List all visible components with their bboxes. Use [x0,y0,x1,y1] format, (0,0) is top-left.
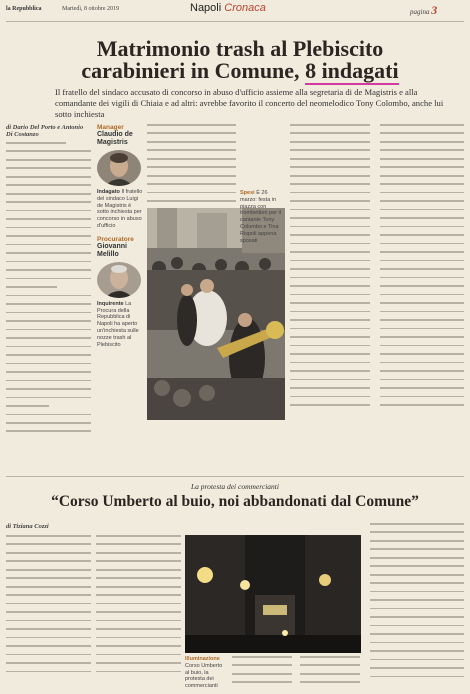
prosecutor-caption-title: Inquirente [97,300,124,307]
city-name: Napoli [190,2,222,14]
main-headline [50,38,430,82]
article-byline: di Dario Del Porto e Antonio Di Costanzo [6,124,84,138]
manager-label: Manager [97,124,124,131]
second-column-1 [6,535,91,685]
page-header [0,0,470,26]
column-1-text [6,142,91,442]
headline-line-2 [50,60,430,82]
page-number [410,3,437,18]
article-column-1 [6,124,91,138]
manager-caption-text: Il fratello del sindaco Luigi de Magistris è sotto inchiesta per concorso in abuso d'ufficio [97,189,143,229]
article-column-3 [290,124,370,424]
headline-highlight: 8 indagati [305,58,399,83]
street-caption-title: Illuminazione [185,656,220,662]
second-byline: di Tiziana Cozzi [6,523,49,530]
prosecutor-photo [97,262,141,298]
second-column-4 [300,656,360,691]
wedding-caption-title: Spesi [240,190,255,196]
second-column-2 [96,535,181,685]
manager-caption-title: Indagato [97,189,120,195]
section-name: Cronaca [224,2,266,14]
manager-name: Claudio de Magistris [97,131,133,146]
prosecutor-caption-text: La Procura della Repubblica di Napoli ha aperto un'inchiesta sulle nozze trash al Plebiscito [97,300,139,348]
header-rule [6,21,464,22]
prosecutor-caption [97,301,143,349]
article-column-2 [147,124,236,214]
article-column-4 [380,124,464,424]
street-photo-caption [185,656,227,690]
people-sidebar [97,124,143,348]
section-divider [6,476,464,477]
city-section [190,2,266,14]
second-column-5 [370,523,464,691]
issue-date: Martedì, 8 ottobre 2019 [62,6,119,12]
headline-line-2-prefix: carabinieri in Comune, [81,58,306,83]
paper-name: la Repubblica [6,6,42,12]
manager-caption [97,189,143,230]
street-photo [185,535,361,653]
second-headline: “Corso Umberto al buio, noi abbandonati dal Comune” [51,493,419,510]
page-label: pagina [410,8,430,16]
wedding-photo-caption [240,190,282,244]
prosecutor-label: Procuratore [97,235,134,243]
article-deck: Il fratello del sindaco accusato di concorso in abuso d'ufficio assieme alla segretaria di de Magistris e alla comandante dei vigili di Chiaia e ad altri: avrebbe favorito il concerto del neomelodico Tony Colombo, anche lui sotto inchiesta [55,87,444,119]
street-caption-text: Corso Umberto al buio, la protesta dei commercianti [185,662,223,690]
page-number-value: 3 [431,3,438,17]
wedding-caption-text: È 26 marzo: festa in piazza con trombettieri per il cantante Tony Colombo e Tina Rispoli appena sposati [240,190,281,244]
prosecutor-name: Giovanni Melillo [97,242,127,258]
headline-line-1: Matrimonio trash al Plebiscito [96,36,384,61]
second-column-3 [232,656,292,691]
section-tag: La protesta dei commercianti [191,482,279,491]
manager-photo [97,150,141,186]
